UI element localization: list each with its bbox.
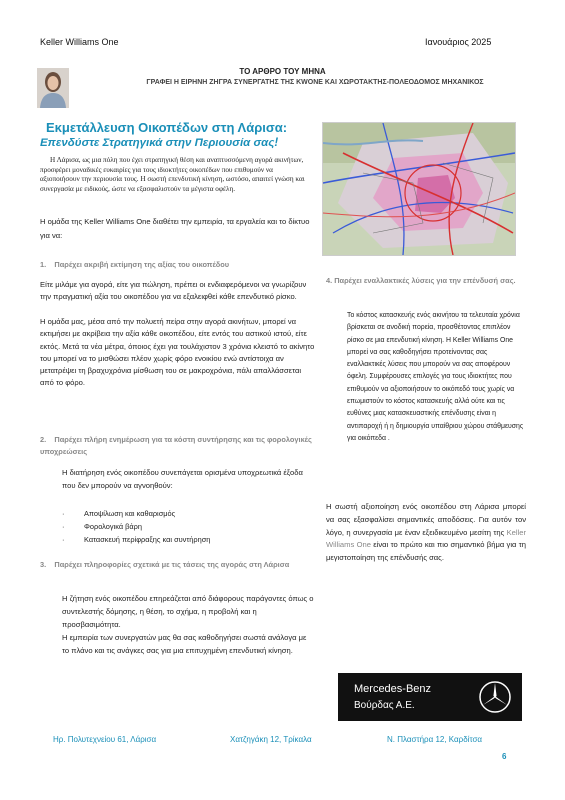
section-3-para-2: Η εμπειρία των συνεργατών μας θα σας καθοδηγήσει σωστά ανάλογα με το πλάνο και τις ανάγκες σας για μια επιτυχημένη επενδυτική κίνηση.	[62, 633, 307, 655]
header-brand: Keller Williams One	[40, 37, 119, 47]
bullet-mark: ·	[62, 522, 65, 531]
footer-address-karditsa: Ν. Πλαστήρα 12, Καρδίτσα	[387, 735, 483, 744]
section-2-para: Η διατήρηση ενός οικοπέδου συνεπάγεται ορισμένα υποχρεωτικά έξοδα που δεν μπορούν να αγνοηθούν:	[62, 468, 303, 490]
section-1-para-1: Είτε μιλάμε για αγορά, είτε για πώληση, πρέπει οι ενδιαφερόμενοι να γνωρίζουν την πραγματική αξία του οικοπέδου για να εξαλειφθεί κάθε επενδυτικό ρίσκο.	[40, 280, 307, 302]
bullet-mark: ·	[62, 509, 65, 518]
section-1-heading: 1. Παρέχει ακριβή εκτίμηση της αξίας του οικοπέδου	[40, 260, 230, 269]
larissa-map-image	[322, 122, 516, 256]
article-byline: ΓΡΑΦΕΙ Η ΕΙΡΗΝΗ ΖΗΓΡΑ ΣΥΝΕΡΓΑΤΗΣ ΤΗΣ KWONE ΚΑΙ ΧΩΡΟΤΑΚΤΗΣ-ΠΟΛΕΟΔΟΜΟΣ ΜΗΧΑΝΙΚΟΣ	[146, 79, 484, 86]
main-subtitle: Επενδύστε Στρατηγικά στην Περιουσία σας!	[40, 137, 279, 149]
closing-paragraph: Η σωστή αξιοποίηση ενός οικοπέδου στη Λάρισα μπορεί να σας εξασφαλίσει σημαντικές αποδόσεις. Για αυτόν τον λόγο, η συνεργασία με έναν εξειδικευμένο μεσίτη της Keller Williams One είναι το πρώτο και πιο σημαντικό βήμα για τη μεγιστοποίηση της επένδυσής σας.	[326, 502, 526, 563]
header-date: Ιανουάριος 2025	[425, 37, 492, 47]
intro-paragraph: Η Λάρισα, ως μια πόλη που έχει στρατηγική θέση και αναπτυσσόμενη αγορά ακινήτων, προσφέρει μοναδικές ευκαιρίες για τους ιδιοκτήτες οικοπέδων που επιθυμούν να αξιοποιήσουν την περιουσία τους. Η σωστή επενδυτική κίνηση, ωστόσο, απαιτεί γνώση και συνεργασία με ειδικούς, ώστε να εξασφαλιστούν τα μέγιστα οφέλη.	[40, 156, 305, 193]
section-4-heading: 4. Παρέχει εναλλακτικές λύσεις για την επένδυσή σας.	[326, 276, 516, 285]
article-of-month-title: ΤΟ ΑΡΘΡΟ ΤΟΥ ΜΗΝΑ	[239, 67, 326, 76]
section-4-para: Το κόστος κατασκευής ενός ακινήτου τα τελευταία χρόνια βρίσκεται σε ανοδική πορεία, προσθέτοντας επιπλέον ρίσκο σε μια επενδυτική κίνηση. Η Keller Williams One μπορεί να σας καθοδηγήσει προτείνοντας σας εναλλακτικές λύσεις που μπορούν να σας αποφέρουν όφελη. Συμφέρουσες επιλογές για τους ιδιοκτήτες που επιθυμούν να αξιοποιήσουν το οικόπεδό τους χωρίς να επωμιστούν το κόστος κατασκευής αλλά ούτε και τις ευθύνες μιας κατασκευαστικής επένδυσης είναι η αντιπαροχή ή η δημιουργία υπαίθριου χώρου στάθμευσης για οικόπεδα .	[347, 312, 524, 442]
footer-address-larissa: Ηρ. Πολυτεχνείου 61, Λάρισα	[53, 735, 157, 744]
page-number: 6	[502, 752, 507, 761]
bullet-item: · Κατασκευή περίφραξης και συντήρηση	[62, 535, 211, 544]
ad-brand: Mercedes-Benz	[354, 683, 432, 695]
main-title: Εκμετάλλευση Οικοπέδων στη Λάρισα:	[46, 120, 288, 135]
brand-mention: Keller Williams One	[326, 527, 526, 550]
bullet-item: · Φορολογικά βάρη	[62, 522, 142, 531]
bullet-mark: ·	[62, 535, 65, 544]
footer-address-trikala: Χατζηγάκη 12, Τρίκαλα	[230, 735, 312, 744]
section-2-bullets	[62, 507, 312, 546]
section-2-heading: 2. Παρέχει πλήρη ενημέρωση για τα κόστη συντήρησης και τις φορολογικές υποχρεώσεις	[40, 435, 312, 456]
mercedes-ad	[338, 673, 522, 721]
ad-dealer: Βούρδας Α.Ε.	[354, 700, 415, 711]
bullet-item: · Αποψίλωση και καθαρισμός	[62, 509, 176, 518]
section-3-heading: 3. Παρέχει πληροφορίες σχετικά με τις τάσεις της αγοράς στη Λάρισα	[40, 560, 290, 569]
section-3-para-1: Η ζήτηση ενός οικοπέδου επηρεάζεται από διάφορους παράγοντες όπως ο συντελεστής δόμησης, η θέση, το σχήμα, η προβολή και η προσβασιμότητα.	[62, 594, 314, 629]
team-intro: Η ομάδα της Keller Williams One διαθέτει την εμπειρία, τα εργαλεία και το δίκτυο για να:	[40, 217, 310, 240]
mercedes-star-icon	[478, 680, 512, 714]
section-1-para-2: Η ομάδα μας, μέσα από την πολυετή πείρα στην αγορά ακινήτων, μπορεί να εκτιμήσει με ακρίβεια την αξία κάθε οικοπέδου, είτε εντός του αστικού ιστού, είτε εκτός. Μετά τα νέα μέτρα, όποιος έχει για τουλάχιστον 3 χρόνια κλειστό το ακίνητο του μπορεί να το μισθώσει πλέον χωρίς φόρο ενοικίου ενώ αντίστοιχα αν μετατρέψει τη βραχυχρόνια μίσθωση του σε μακροχρόνια, πάλι απαλλάσσεται από το φόρο.	[40, 317, 315, 388]
